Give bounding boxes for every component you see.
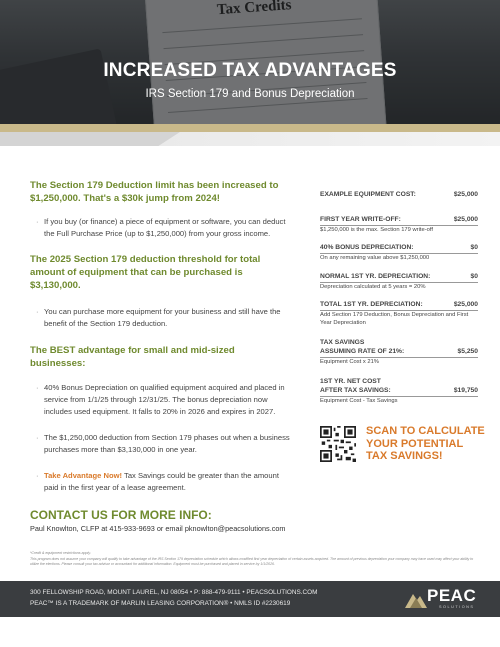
take-advantage-text: Tax Savings could be greater than the amount paid in the first year of a lease agreement. <box>44 471 279 492</box>
row-net-cost: AFTER TAX SAVINGS: $19,750 <box>320 386 478 397</box>
page-title: INCREASED TAX ADVANTAGES <box>103 60 397 81</box>
bullet-phase-out: · The $1,250,000 deduction from Section 179 phases out when a business purchases more than $3,130,000 in one year. <box>44 432 290 456</box>
bullet-bonus-depreciation: · 40% Bonus Depreciation on qualified equipment acquired and placed in service from 1/1/25 through 12/31/25. The bonus depreciation now includes used equipment. It falls to 20% in 2026 and expires in 2027. <box>44 382 290 418</box>
gold-divider <box>0 124 500 132</box>
note-writeoff: $1,250,000 is the max. Section 179 write-off <box>320 226 433 233</box>
mountain-icon <box>405 590 427 608</box>
logo-subtitle: SOLUTIONS <box>439 605 475 609</box>
row-normal-depreciation: NORMAL 1ST YR. DEPRECIATION: $0 <box>320 272 478 283</box>
note-savings: Equipment Cost x 21% <box>320 358 379 365</box>
logo-name: PEAC <box>427 586 477 605</box>
fine-print-disclaimer: This program does not assume your company will qualify to take advantage of the IRS Section 179 depreciation schedule which allows modified first year depreciation of certain assets acquired. The amount of previous depreciation your company may have used may affect your ability to utilize the elections. Please consult your tax advisor or accountant for additional information. Equipment must be purchased and placed in service by 1/1/2026. <box>30 557 474 566</box>
footer-trademark: PEAC™ IS A TRADEMARK OF MARLIN LEASING CORPORATION® • NMLS ID #2230619 <box>30 600 291 607</box>
qr-code-icon[interactable] <box>320 426 356 462</box>
gray-divider <box>0 132 500 146</box>
note-bonus: On any remaining value above $1,250,000 <box>320 254 430 261</box>
note-total: Add Section 179 Deduction, Bonus Depreciation and First Year Depreciation <box>320 311 469 326</box>
row-equipment-cost: EXAMPLE EQUIPMENT COST: $25,000 <box>320 191 478 198</box>
bullet-purchase-more: · You can purchase more equipment for your business and still have the benefit of the Section 179 deduction. <box>44 306 290 330</box>
take-advantage-highlight: Take Advantage Now! <box>44 471 123 480</box>
row-bonus-depreciation: 40% BONUS DEPRECIATION: $0 <box>320 243 478 254</box>
peac-logo[interactable] <box>405 588 485 612</box>
row-first-year-writeoff: FIRST YEAR WRITE-OFF: $25,000 <box>320 215 478 226</box>
note-normal: Depreciation calculated at 5 years = 20% <box>320 283 426 290</box>
headline-threshold: The 2025 Section 179 deduction threshold for total amount of equipment that can be purchased is $3,130,000. <box>30 254 261 291</box>
page-subtitle: IRS Section 179 and Bonus Depreciation <box>145 88 355 100</box>
hero-banner <box>0 0 500 124</box>
row-tax-savings-label: TAX SAVINGS <box>320 339 365 346</box>
row-tax-savings: ASSUMING RATE OF 21%: $5,250 <box>320 347 478 358</box>
scan-to-calculate-cta: SCAN TO CALCULATE YOUR POTENTIAL TAX SAVINGS! <box>366 425 485 462</box>
contact-heading: CONTACT US FOR MORE INFO: <box>30 508 212 522</box>
row-net-cost-label: 1ST YR. NET COST <box>320 378 381 385</box>
footer-bar <box>0 581 500 617</box>
headline-section179-limit: The Section 179 Deduction limit has been increased to $1,250,000. That's a $30k jump from 2024! <box>30 180 279 204</box>
contact-details[interactable]: Paul Knowlton, CLFP at 415-933-9693 or email pknowlton@peacsolutions.com <box>30 524 286 533</box>
row-total-depreciation: TOTAL 1ST YR. DEPRECIATION: $25,000 <box>320 300 478 311</box>
headline-best-advantage: The BEST advantage for small and mid-sized businesses: <box>30 345 235 369</box>
note-net: Equipment Cost - Tax Savings <box>320 397 398 404</box>
bullet-deduct-full-price: · If you buy (or finance) a piece of equipment or software, you can deduct the Full Purchase Price (up to $1,250,000) from your gross income. <box>44 216 290 240</box>
bullet-take-advantage <box>44 470 290 494</box>
footer-address: 300 FELLOWSHIP ROAD, MOUNT LAUREL, NJ 08054 • P: 888-479-9111 • PEACSOLUTIONS.COM <box>30 589 318 596</box>
fine-print-restrictions: *Credit & equipment restrictions apply. <box>30 551 91 555</box>
benefits-column <box>30 179 290 494</box>
